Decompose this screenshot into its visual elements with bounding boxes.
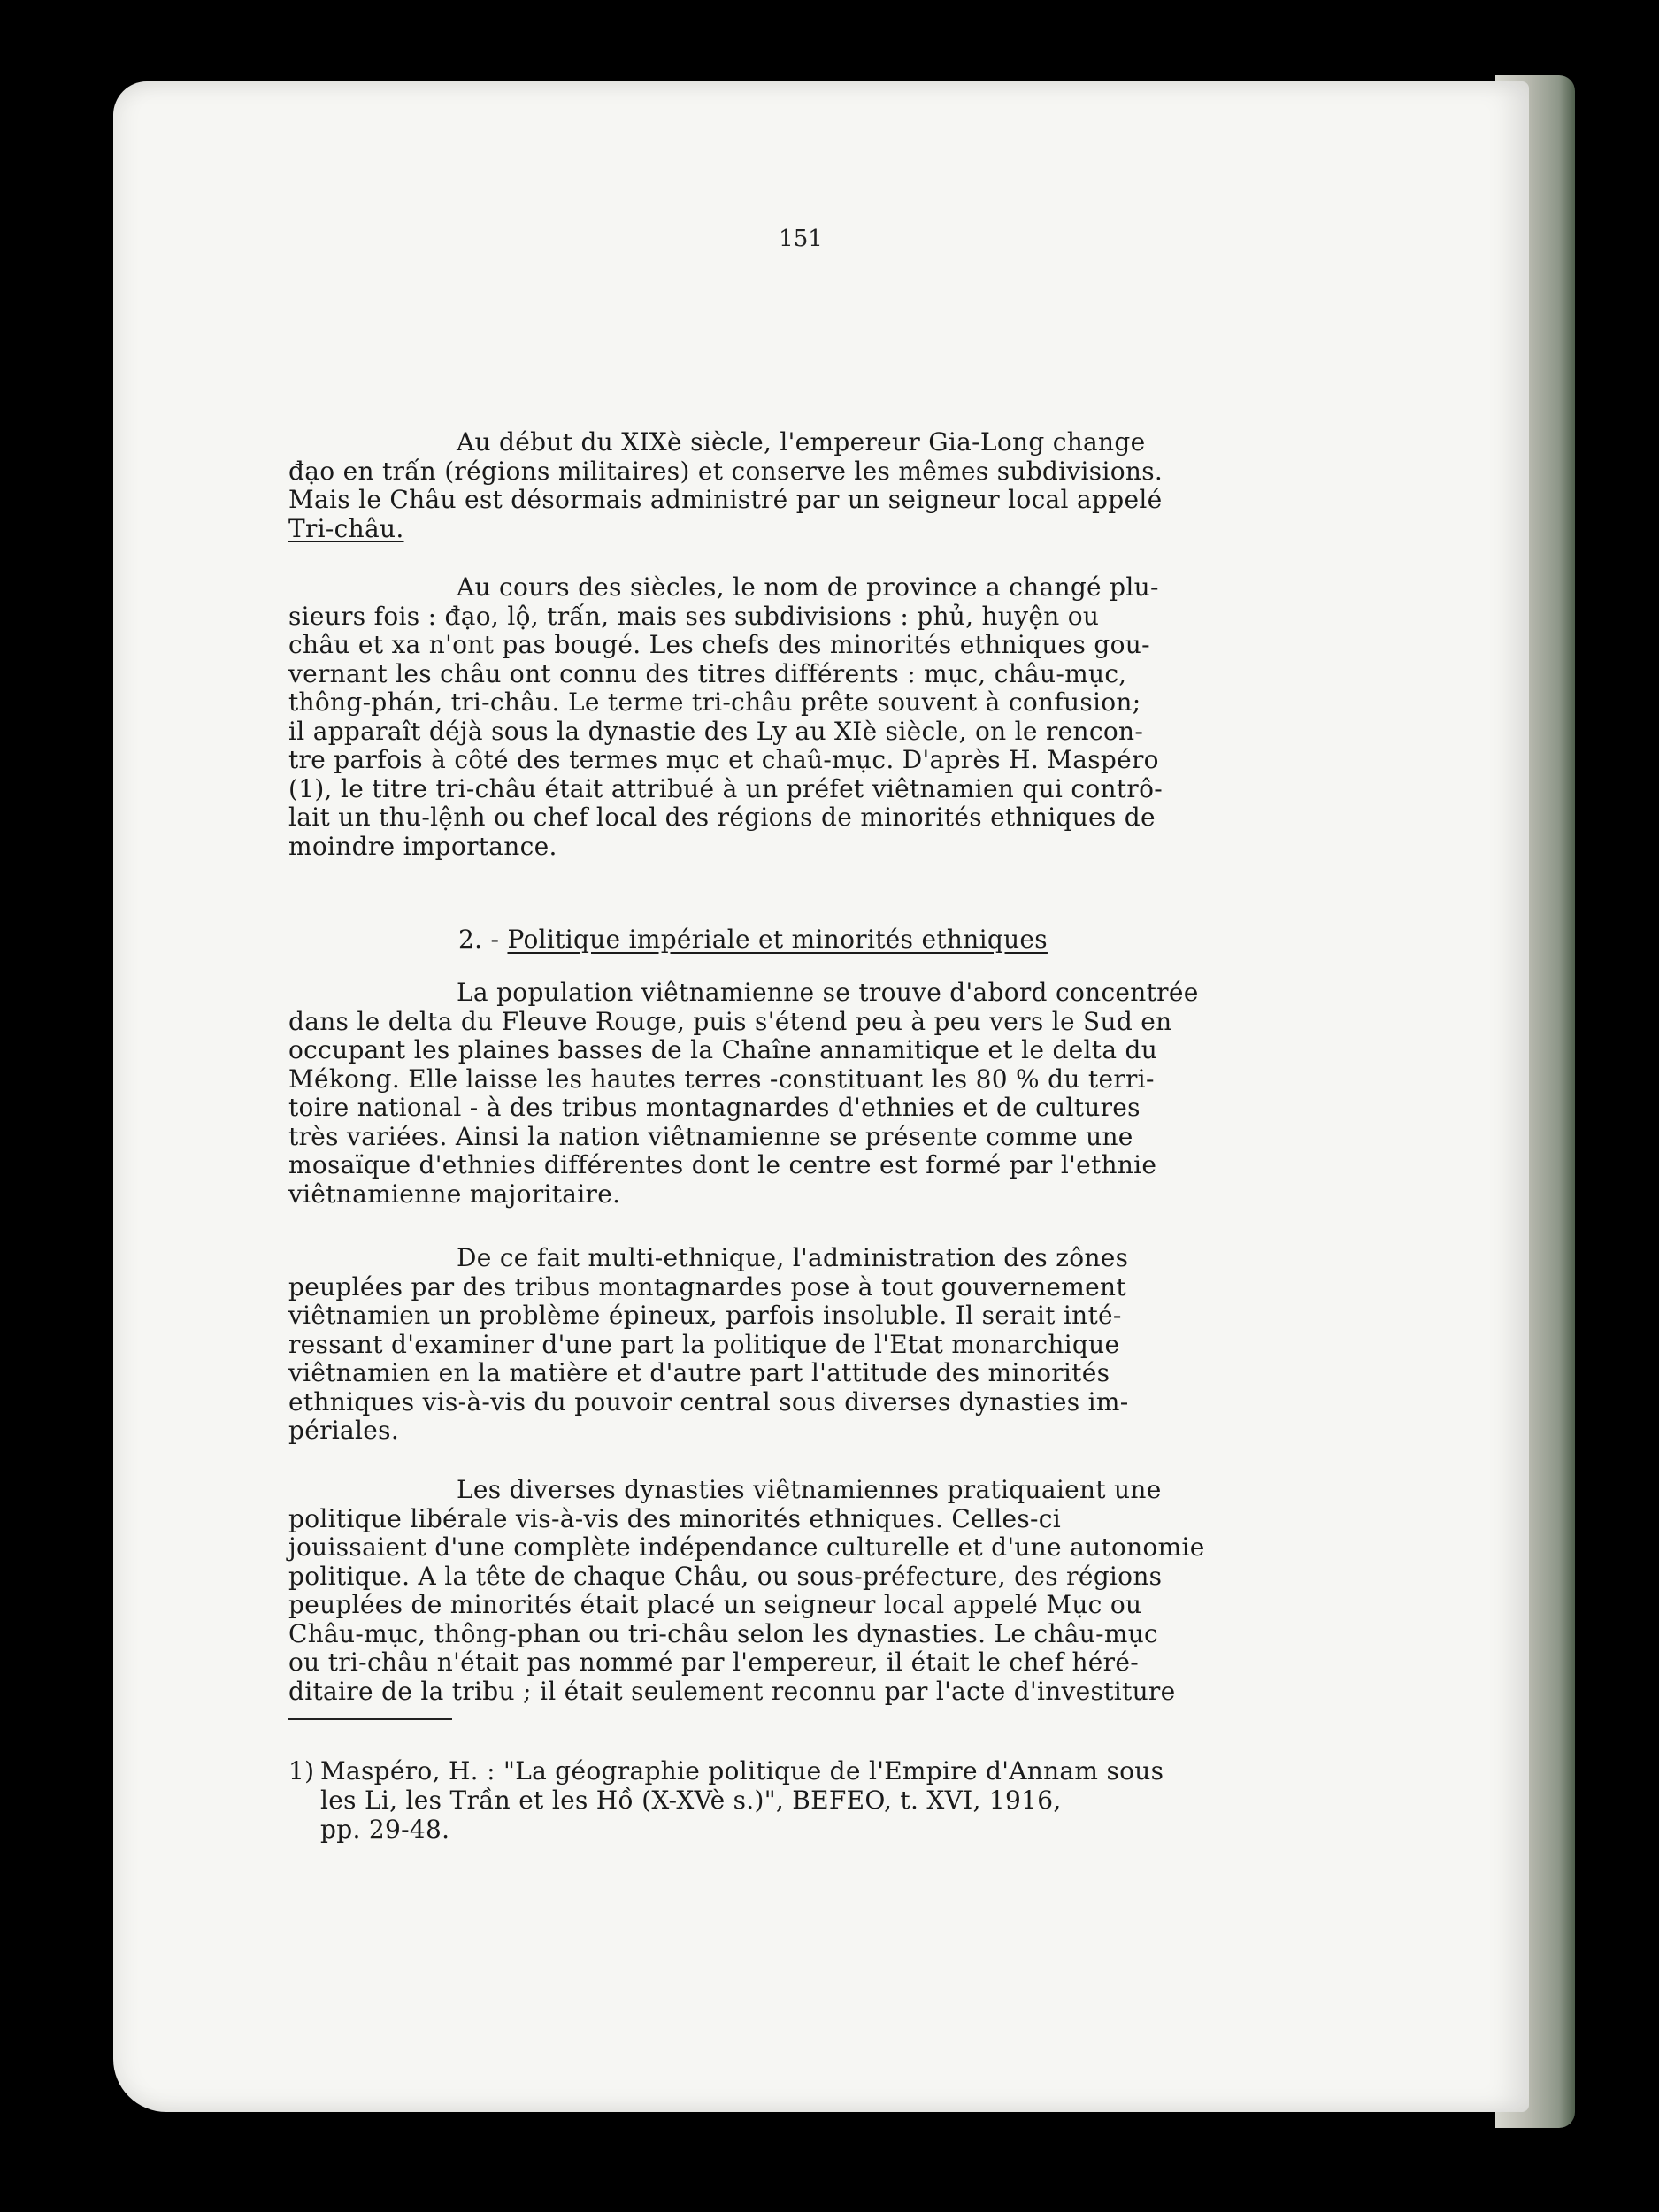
text-line: il apparaît déjà sous la dynastie des Ly au XIè siècle, on le rencon- [288, 716, 1144, 746]
paragraph-4 [288, 1244, 1341, 1446]
text-line: mosaïque d'ethnies différentes dont le centre est formé par l'ethnie [288, 1150, 1157, 1179]
text-line: politique libérale vis-à-vis des minorités ethniques. Celles-ci [288, 1503, 1062, 1533]
text-line: Au début du XIXè siècle, l'empereur Gia-Long change [457, 427, 1146, 457]
text-line: moindre importance. [288, 831, 557, 861]
text-line: Châu-mục, thông-phan ou tri-châu selon les dynasties. Le châu-mục [288, 1618, 1159, 1648]
footnote-line: les Li, les Trần et les Hồ (X-XVè s.)", BEFEO, t. XVI, 1916, [320, 1786, 1062, 1815]
text-line: châu et xa n'ont pas bougé. Les chefs des minorités ethniques gou- [288, 630, 1150, 659]
paragraph-3 [288, 979, 1341, 1209]
text-line: viêtnamienne majoritaire. [288, 1179, 621, 1209]
text-line: Mais le Châu est désormais administré par un seigneur local appelé [288, 485, 1163, 514]
text-line: périales. [288, 1416, 400, 1445]
paragraph-5 [288, 1476, 1341, 1706]
text-line: đạo en trấn (régions militaires) et conserve les mêmes subdivisions. [288, 456, 1164, 486]
text-line: (1), le titre tri-châu était attribué à un préfet viêtnamien qui contrô- [288, 773, 1163, 803]
footnote [288, 1756, 1341, 1844]
footnote-line: Maspéro, H. : "La géographie politique de l'Empire d'Annam sous [320, 1756, 1164, 1786]
page-number: 151 [779, 226, 823, 252]
text-line: sieurs fois : đạo, lộ, trấn, mais ses subdivisions : phủ, huyện ou [288, 601, 1100, 631]
text-line: politique. A la tête de chaque Châu, ou sous-préfecture, des régions [288, 1561, 1163, 1591]
text-line: toire national - à des tribus montagnardes d'ethnies et de cultures [288, 1093, 1141, 1122]
text-line: Tri-châu. [288, 513, 404, 543]
section-number: 2. - [458, 925, 500, 954]
footnote-line: pp. 29-48. [320, 1815, 450, 1844]
text-line: viêtnamien un problème épineux, parfois insoluble. Il serait inté- [288, 1301, 1122, 1330]
text-line: thông-phán, tri-châu. Le terme tri-châu prête souvent à confusion; [288, 687, 1141, 717]
text-line: lait un thu-lệnh ou chef local des régions de minorités ethniques de [288, 803, 1156, 832]
text-line: Mékong. Elle laisse les hautes terres -constituant les 80 % du terri- [288, 1064, 1155, 1094]
text-line: Les diverses dynasties viêtnamiennes pratiquaient une [457, 1475, 1162, 1504]
text-line: viêtnamien en la matière et d'autre part l'attitude des minorités [288, 1358, 1110, 1387]
text-line: très variées. Ainsi la nation viêtnamienne se présente comme une [288, 1121, 1133, 1151]
footnote-separator [288, 1718, 452, 1720]
section-heading [458, 925, 1048, 954]
text-line: Au cours des siècles, le nom de province a changé plu- [457, 572, 1159, 602]
text-line: De ce fait multi-ethnique, l'administration des zônes [457, 1243, 1129, 1272]
text-line: occupant les plaines basses de la Chaîne annamitique et le delta du [288, 1035, 1158, 1064]
paragraph-2 [288, 573, 1341, 861]
paragraph-1 [288, 428, 1341, 543]
text-line: jouissaient d'une complète indépendance culturelle et d'une autonomie [288, 1532, 1205, 1562]
text-line: vernant les châu ont connu des titres différents : mục, châu-mục, [288, 658, 1127, 688]
text-line: ressant d'examiner d'une part la politique de l'Etat monarchique [288, 1329, 1120, 1359]
text-line: tre parfois à côté des termes mục et chaû-mục. D'après H. Maspéro [288, 745, 1159, 774]
text-line: peuplées de minorités était placé un seigneur local appelé Mục ou [288, 1590, 1142, 1619]
text-line: ou tri-châu n'était pas nommé par l'empereur, il était le chef héré- [288, 1647, 1139, 1677]
text-line: ethniques vis-à-vis du pouvoir central sous diverses dynasties im- [288, 1386, 1129, 1417]
text-line: ditaire de la tribu ; il était seulement reconnu par l'acte d'investiture [288, 1676, 1176, 1706]
text-line: La population viêtnamienne se trouve d'abord concentrée [457, 978, 1199, 1007]
text-line: peuplées par des tribus montagnardes pose à tout gouvernement [288, 1271, 1126, 1302]
footnote-marker: 1) [288, 1756, 315, 1786]
text-line: dans le delta du Fleuve Rouge, puis s'étend peu à peu vers le Sud en [288, 1006, 1172, 1036]
section-title: Politique impériale et minorités ethniques [507, 925, 1048, 954]
